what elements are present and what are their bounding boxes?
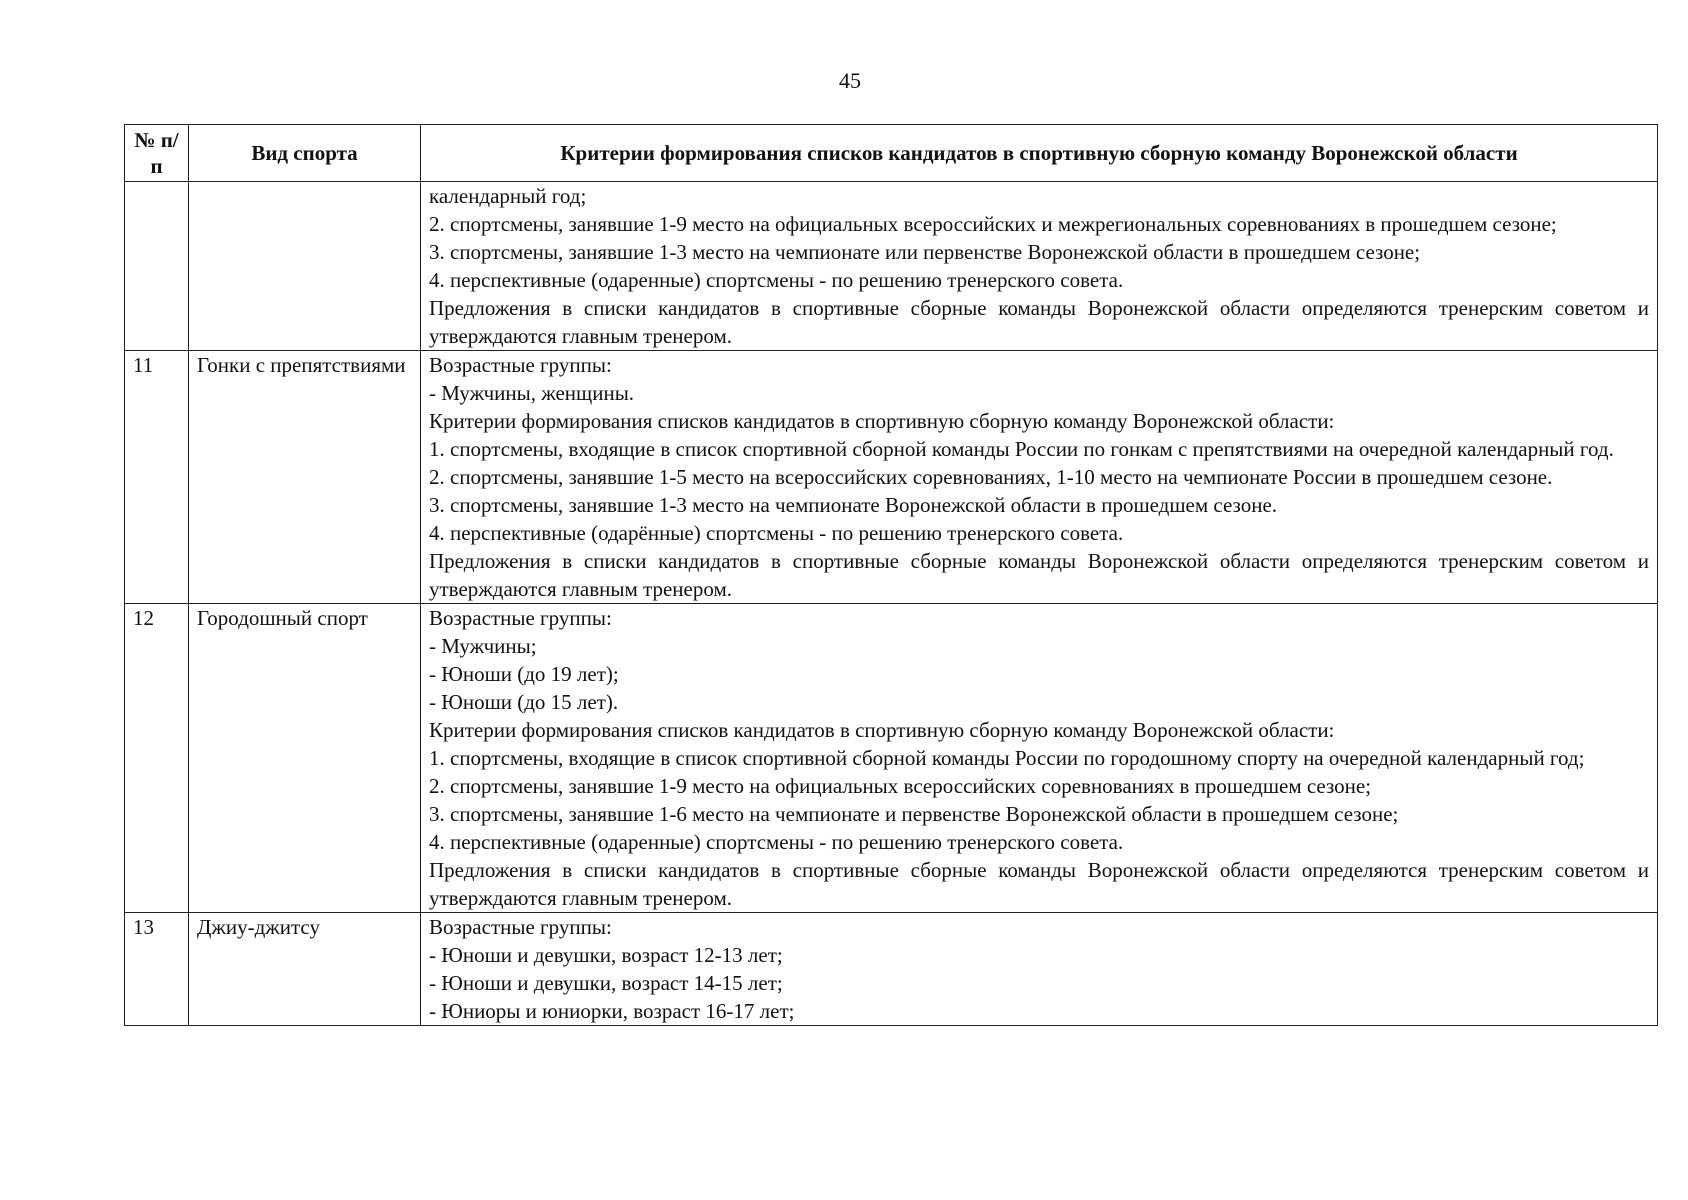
criteria-line: 1. спортсмены, входящие в список спортивной сборной команды России по гонкам с препятствиями на очередной календарный год. (429, 437, 1614, 461)
row-criteria (421, 182, 1658, 351)
criteria-line: Возрастные группы: (429, 353, 612, 377)
table-header-row (125, 125, 1658, 182)
table-row (125, 604, 1658, 913)
criteria-line: 2. спортсмены, занявшие 1-9 место на официальных всероссийских и межрегиональных соревнованиях в прошедшем сезоне; (429, 212, 1557, 236)
criteria-line: - Юноши и девушки, возраст 12-13 лет; (429, 943, 783, 967)
criteria-line: Критерии формирования списков кандидатов в спортивную сборную команду Воронежской области: (429, 718, 1335, 742)
row-criteria (421, 351, 1658, 604)
row-number (125, 182, 189, 351)
criteria-line: Критерии формирования списков кандидатов в спортивную сборную команду Воронежской области: (429, 409, 1335, 433)
criteria-line: 4. перспективные (одарённые) спортсмены - по решению тренерского совета. (429, 521, 1124, 545)
header-number: № п/п (125, 125, 189, 182)
table-row (125, 182, 1658, 351)
criteria-line: - Мужчины; (429, 634, 537, 658)
criteria-line: Предложения в списки кандидатов в спортивные сборные команды Воронежской области определяются тренерским советом и утверждаются главным тренером. (429, 549, 1649, 601)
criteria-line: 4. перспективные (одаренные) спортсмены - по решению тренерского совета. (429, 268, 1124, 292)
criteria-line: - Юниоры и юниорки, возраст 16-17 лет; (429, 999, 795, 1023)
criteria-line: - Юноши и девушки, возраст 14-15 лет; (429, 971, 783, 995)
criteria-line: Предложения в списки кандидатов в спортивные сборные команды Воронежской области определяются тренерским советом и утверждаются главным тренером. (429, 296, 1649, 348)
row-criteria (421, 913, 1658, 1026)
criteria-line: 4. перспективные (одаренные) спортсмены - по решению тренерского совета. (429, 830, 1124, 854)
criteria-line: 3. спортсмены, занявшие 1-3 место на чемпионате Воронежской области в прошедшем сезоне. (429, 493, 1278, 517)
table-row (125, 913, 1658, 1026)
criteria-line: - Мужчины, женщины. (429, 381, 635, 405)
row-number: 12 (125, 604, 189, 913)
criteria-line: 3. спортсмены, занявшие 1-3 место на чемпионате или первенстве Воронежской области в прошедшем сезоне; (429, 240, 1421, 264)
criteria-line: 3. спортсмены, занявшие 1-6 место на чемпионате и первенстве Воронежской области в прошедшем сезоне; (429, 802, 1399, 826)
criteria-table (124, 124, 1658, 1026)
table-row (125, 351, 1658, 604)
row-sport (189, 182, 421, 351)
row-number: 13 (125, 913, 189, 1026)
header-criteria: Критерии формирования списков кандидатов в спортивную сборную команду Воронежской области (421, 125, 1658, 182)
page-number: 45 (839, 68, 861, 93)
criteria-line: Возрастные группы: (429, 915, 612, 939)
criteria-line: 2. спортсмены, занявшие 1-9 место на официальных всероссийских соревнованиях в прошедшем сезоне; (429, 774, 1372, 798)
row-sport: Городошный спорт (189, 604, 421, 913)
row-sport: Джиу-джитсу (189, 913, 421, 1026)
criteria-line: 2. спортсмены, занявшие 1-5 место на всероссийских соревнованиях, 1-10 место на чемпионате России в прошедшем сезоне. (429, 465, 1553, 489)
row-sport: Гонки с препятствиями (189, 351, 421, 604)
row-criteria (421, 604, 1658, 913)
criteria-line: Предложения в списки кандидатов в спортивные сборные команды Воронежской области определяются тренерским советом и утверждаются главным тренером. (429, 858, 1649, 910)
criteria-line: - Юноши (до 19 лет); (429, 662, 619, 686)
row-number: 11 (125, 351, 189, 604)
criteria-line: Возрастные группы: (429, 606, 612, 630)
criteria-line: 1. спортсмены, входящие в список спортивной сборной команды России по городошному спорту на очередной календарный год; (429, 746, 1585, 770)
header-sport: Вид спорта (189, 125, 421, 182)
criteria-line: - Юноши (до 15 лет). (429, 690, 619, 714)
criteria-line: календарный год; (429, 184, 587, 208)
